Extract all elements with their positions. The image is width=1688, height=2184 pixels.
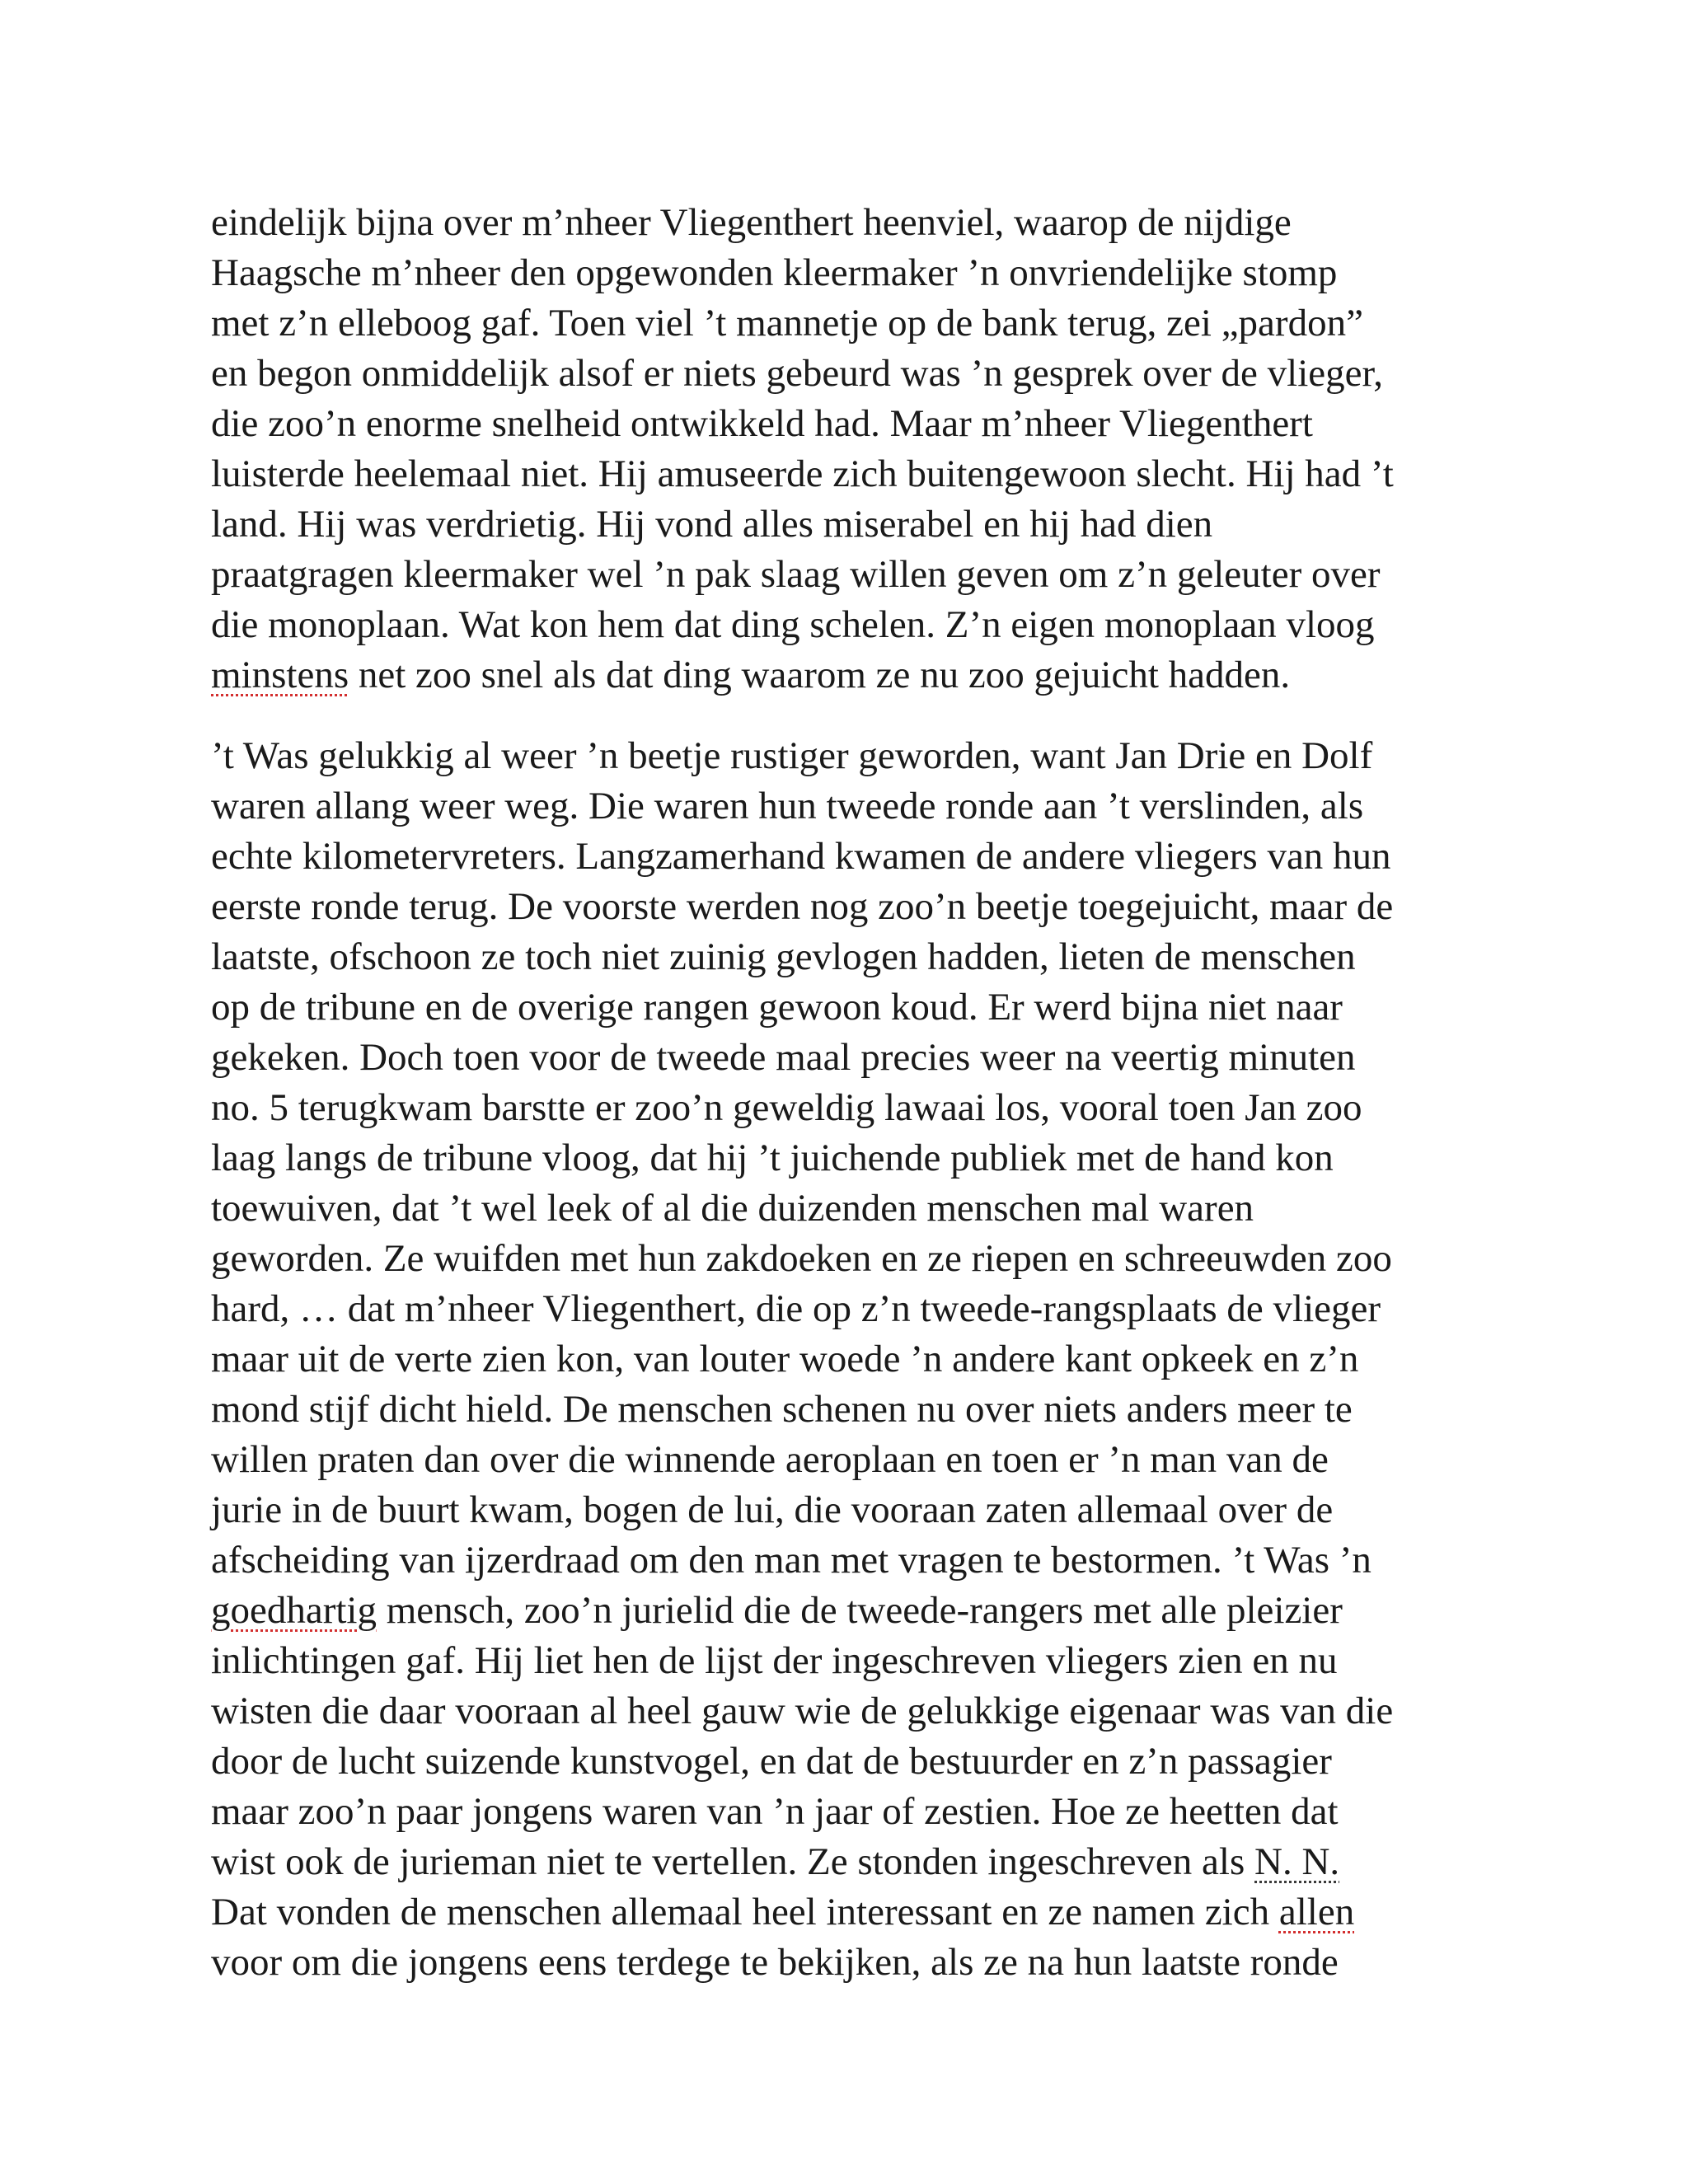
text-line: jurie in de buurt kwam, bogen de lui, die vooraan zaten allemaal over de	[211, 1488, 1334, 1531]
text-line: door de lucht suizende kunstvogel, en dat de bestuurder en z’n passagier	[211, 1740, 1332, 1783]
text-line: willen praten dan over die winnende aeroplaan en toen er ’n man van de	[211, 1438, 1329, 1481]
text-line: voor om die jongens eens terdege te bekijken, als ze na hun laatste ronde	[211, 1941, 1339, 1984]
text-line: eerste ronde terug. De voorste werden nog zoo’n beetje toegejuicht, maar de	[211, 885, 1394, 928]
text-line: gekeken. Doch toen voor de tweede maal precies weer na veertig minuten	[211, 1036, 1356, 1079]
text-line: inlichtingen gaf. Hij liet hen de lijst der ingeschreven vliegers zien en nu	[211, 1639, 1338, 1682]
text-line: die monoplaan. Wat kon hem dat ding schelen. Z’n eigen monoplaan vloog	[211, 603, 1375, 646]
text-fragment: mensch, zoo’n jurielid die de tweede-rangers met alle pleizier	[377, 1589, 1343, 1632]
text-fragment: net zoo snel als dat ding waarom ze nu zoo gejuicht hadden.	[349, 654, 1291, 696]
text-line: hard, … dat m’nheer Vliegenthert, die op z’n tweede-rangsplaats de vlieger	[211, 1287, 1381, 1330]
text-line: ’t Was gelukkig al weer ’n beetje rustiger geworden, want Jan Drie en Dolf	[211, 734, 1373, 777]
paragraph	[211, 198, 1497, 701]
text-line: no. 5 terugkwam barstte er zoo’n geweldig lawaai los, vooral toen Jan zoo	[211, 1086, 1362, 1129]
text-line: wisten die daar vooraan al heel gauw wie de gelukkige eigenaar was van die	[211, 1690, 1394, 1732]
text-line: met z’n elleboog gaf. Toen viel ’t mannetje op de bank terug, zei „pardon”	[211, 302, 1363, 344]
text-line: en begon onmiddelijk alsof er niets gebeurd was ’n gesprek over de vlieger,	[211, 352, 1384, 395]
text-line	[211, 1586, 1497, 1636]
text-line: maar uit de verte zien kon, van louter woede ’n andere kant opkeek en z’n	[211, 1338, 1359, 1380]
text-line: Haagsche m’nheer den opgewonden kleermaker ’n onvriendelijke stomp	[211, 251, 1338, 294]
text-line: die zoo’n enorme snelheid ontwikkeld had. Maar m’nheer Vliegenthert	[211, 402, 1313, 445]
spelling-flagged-word[interactable]: goedhartig	[211, 1589, 377, 1632]
text-line: laatste, ofschoon ze toch niet zuinig gevlogen hadden, lieten de menschen	[211, 935, 1356, 978]
text-line: toewuiven, dat ’t wel leek of al die duizenden menschen mal waren	[211, 1187, 1254, 1230]
document-body[interactable]	[211, 198, 1497, 1988]
text-line: op de tribune en de overige rangen gewoon koud. Er werd bijna niet naar	[211, 986, 1343, 1029]
text-line: luisterde heelemaal niet. Hij amuseerde zich buitengewoon slecht. Hij had ’t	[211, 452, 1394, 495]
text-line: mond stijf dicht hield. De menschen schenen nu over niets anders meer te	[211, 1388, 1353, 1431]
text-line	[211, 1887, 1497, 1938]
text-line: waren allang weer weg. Die waren hun tweede ronde aan ’t verslinden, als	[211, 785, 1364, 827]
text-line: land. Hij was verdrietig. Hij vond alles miserabel en hij had dien	[211, 503, 1213, 546]
text-line: afscheiding van ijzerdraad om den man met vragen te bestormen. ’t Was ’n	[211, 1539, 1372, 1582]
text-line	[211, 650, 1497, 701]
spelling-flagged-word[interactable]: minstens	[211, 654, 349, 696]
text-line: eindelijk bijna over m’nheer Vliegenthert heenviel, waarop de nijdige	[211, 201, 1292, 244]
spelling-flagged-word[interactable]: allen	[1278, 1891, 1355, 1933]
paragraph-spacing	[211, 701, 1497, 731]
text-line: laag langs de tribune vloog, dat hij ’t juichende publiek met de hand kon	[211, 1137, 1334, 1179]
text-line: geworden. Ze wuifden met hun zakdoeken en ze riepen en schreeuwden zoo	[211, 1237, 1392, 1280]
text-line: echte kilometervreters. Langzamerhand kwamen de andere vliegers van hun	[211, 835, 1391, 878]
grammar-flagged-word[interactable]: N. N.	[1254, 1840, 1340, 1883]
paragraph	[211, 731, 1497, 1988]
text-fragment: Dat vonden de menschen allemaal heel interessant en ze namen zich	[211, 1891, 1279, 1933]
text-fragment: wist ook de jurieman niet te vertellen. Ze stonden ingeschreven als	[211, 1840, 1254, 1883]
text-line	[211, 1837, 1497, 1887]
text-line: praatgragen kleermaker wel ’n pak slaag willen geven om z’n geleuter over	[211, 553, 1381, 596]
text-line: maar zoo’n paar jongens waren van ’n jaar of zestien. Hoe ze heetten dat	[211, 1790, 1339, 1833]
